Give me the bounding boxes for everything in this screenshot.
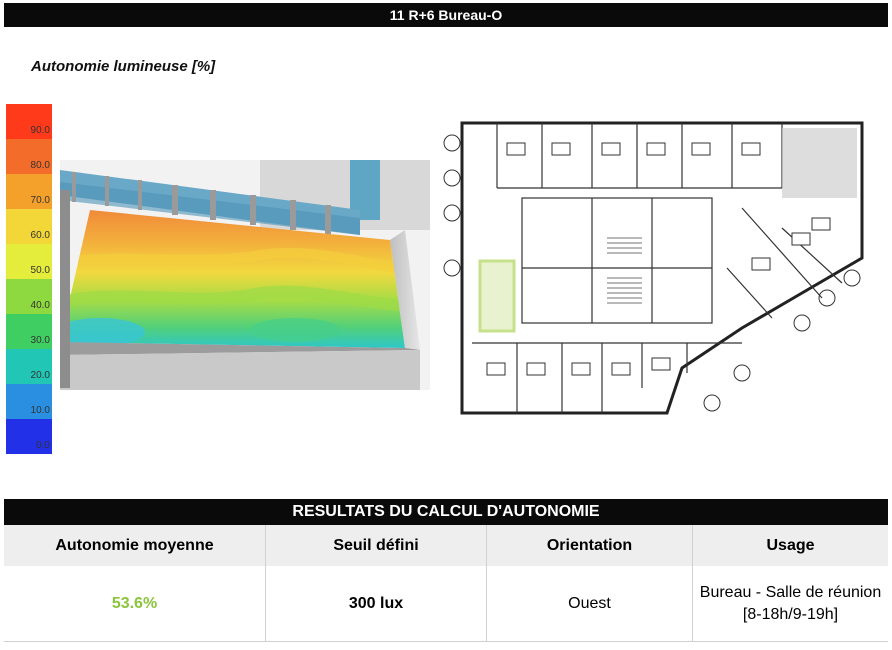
legend-tick: 30.0 bbox=[30, 335, 50, 346]
results-table bbox=[4, 525, 888, 642]
section-subtitle: Autonomie lumineuse [%] bbox=[31, 58, 216, 75]
legend-tick: 70.0 bbox=[30, 195, 50, 206]
header-autonomie: Autonomie moyenne bbox=[4, 525, 266, 566]
value-seuil: 300 lux bbox=[266, 566, 487, 642]
results-header-row bbox=[4, 525, 888, 566]
color-scale-legend bbox=[6, 104, 52, 454]
value-autonomie: 53.6% bbox=[4, 566, 266, 642]
highlighted-office bbox=[480, 261, 514, 331]
daylight-autonomy-3d-view bbox=[60, 160, 430, 390]
results-title-bar bbox=[4, 499, 888, 525]
results-title: RESULTATS DU CALCUL D'AUTONOMIE bbox=[292, 503, 600, 520]
header-orientation: Orientation bbox=[487, 525, 693, 566]
header-seuil: Seuil défini bbox=[266, 525, 487, 566]
legend-tick: 10.0 bbox=[30, 405, 50, 416]
floor-plan bbox=[442, 118, 867, 428]
header-title-bar bbox=[4, 3, 888, 27]
legend-tick: 40.0 bbox=[30, 300, 50, 311]
value-usage: Bureau - Salle de réunion [8-18h/9-19h] bbox=[693, 566, 888, 642]
value-orientation: Ouest bbox=[487, 566, 693, 642]
legend-tick: 60.0 bbox=[30, 230, 50, 241]
results-value-row bbox=[4, 566, 888, 642]
legend-tick: 50.0 bbox=[30, 265, 50, 276]
legend-tick: 80.0 bbox=[30, 160, 50, 171]
header-usage: Usage bbox=[693, 525, 888, 566]
legend-tick: 90.0 bbox=[30, 125, 50, 136]
legend-tick: 20.0 bbox=[30, 370, 50, 381]
page-title: 11 R+6 Bureau-O bbox=[389, 7, 503, 23]
legend-tick: 0.0 bbox=[36, 440, 50, 451]
